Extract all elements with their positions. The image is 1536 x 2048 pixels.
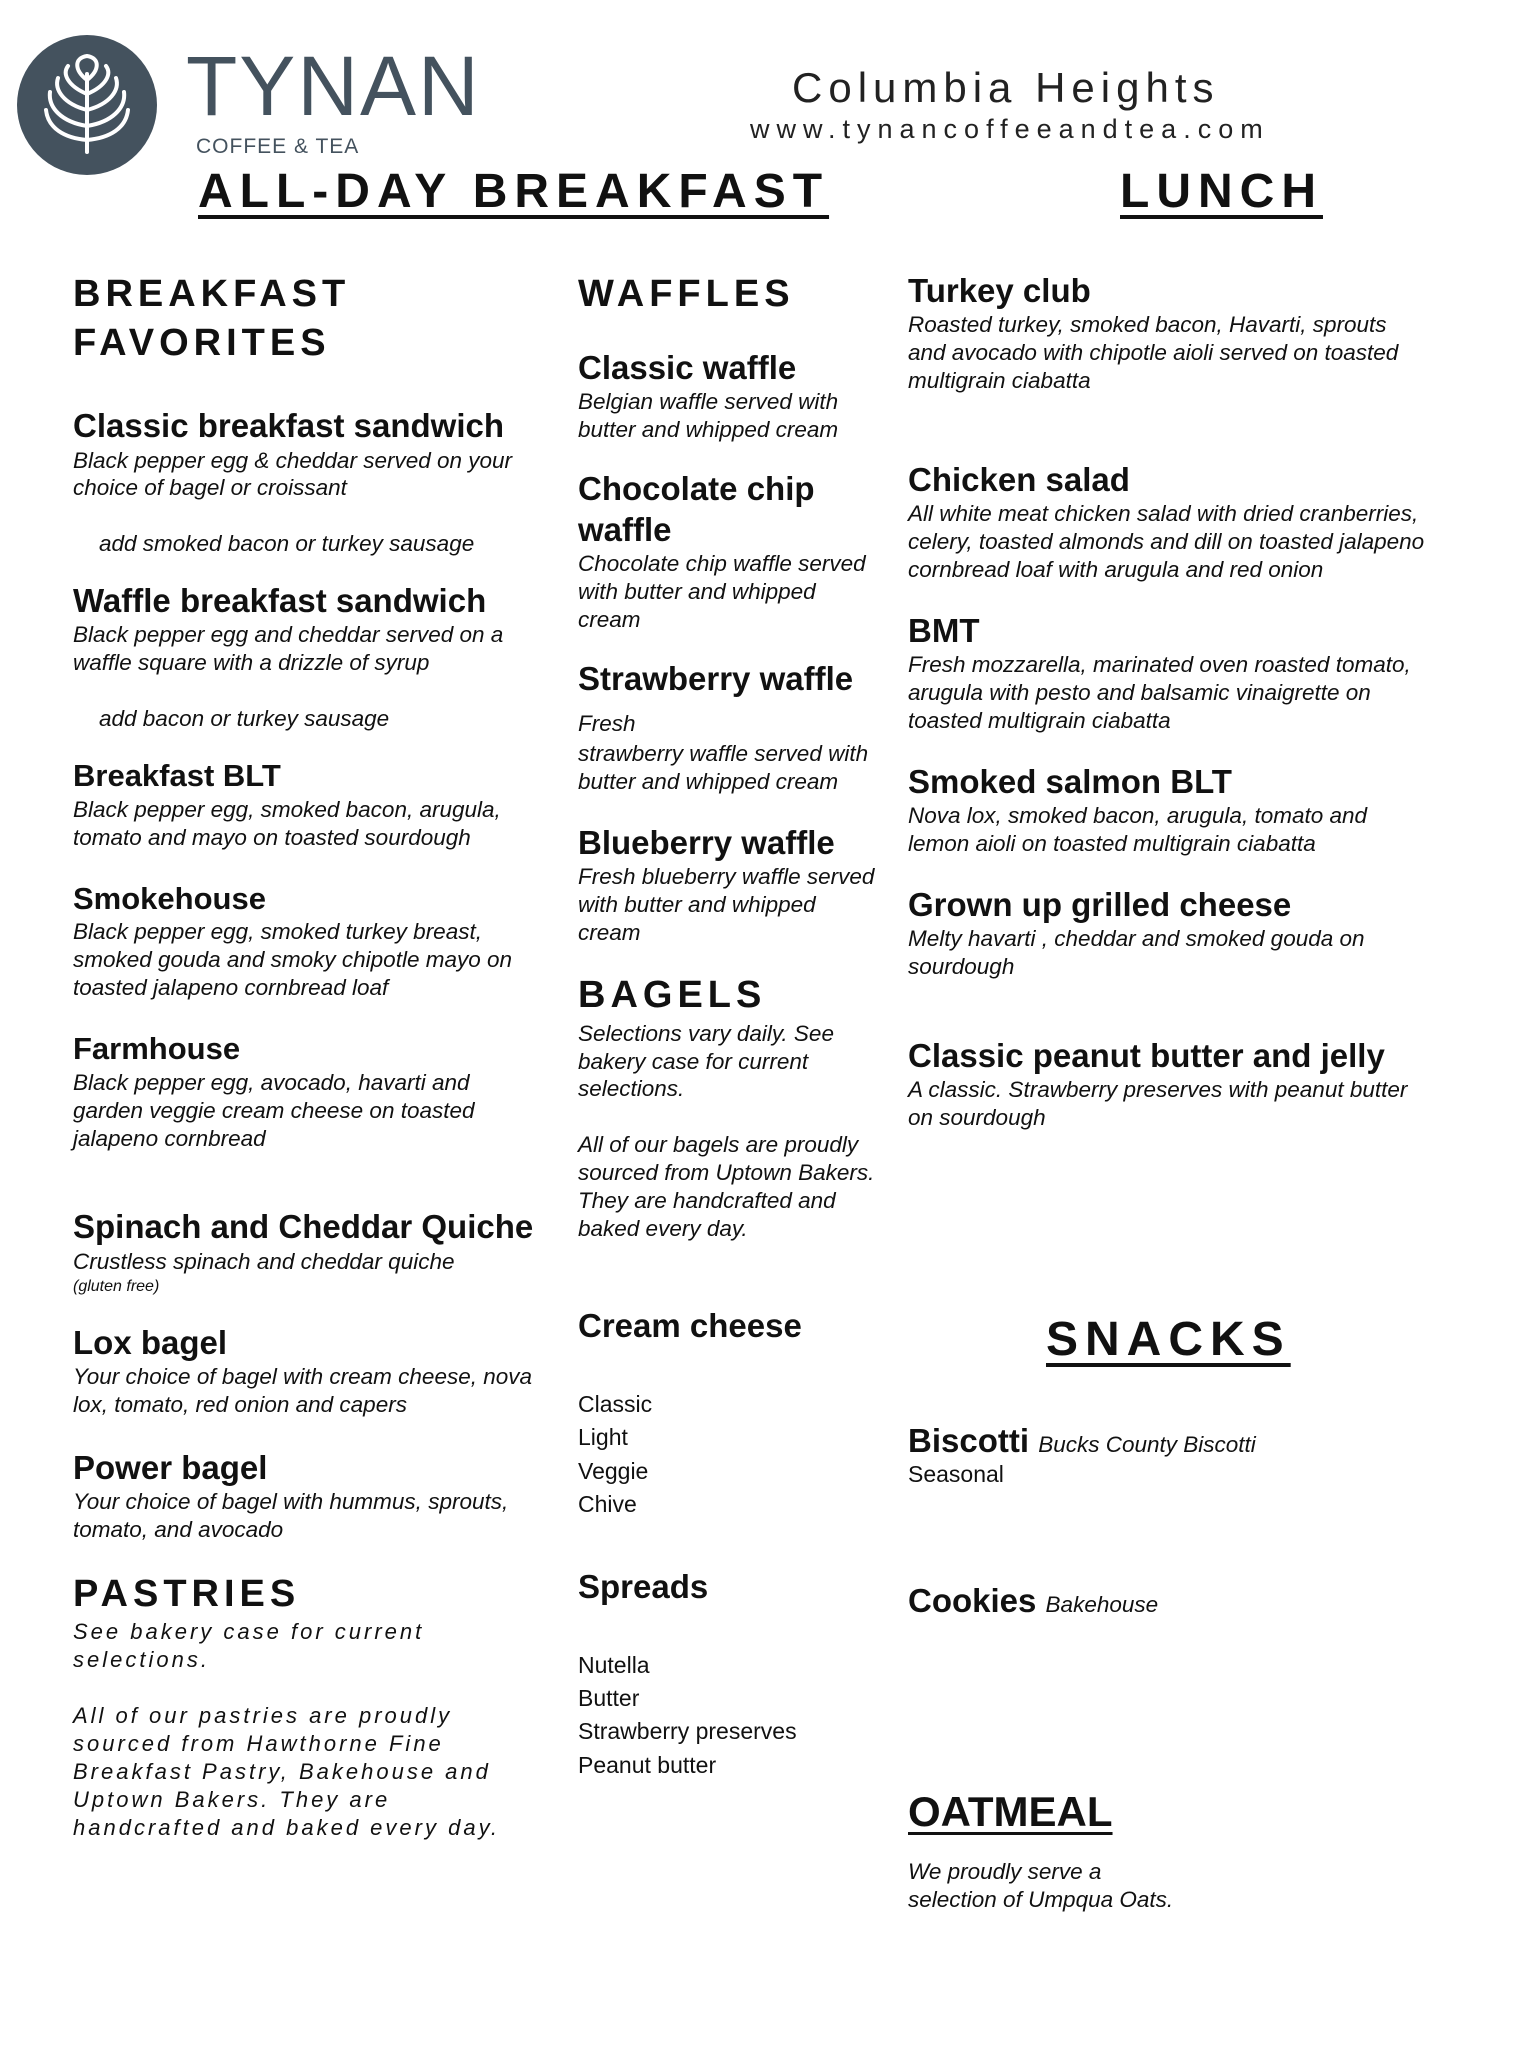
brand-subtitle: COFFEE & TEA bbox=[196, 135, 360, 158]
pastries-note: See bakery case for current selections. bbox=[73, 1619, 425, 1673]
menu-item bbox=[908, 1035, 1428, 1132]
menu-item bbox=[73, 1322, 543, 1419]
item-desc: Black pepper egg, avocado, havarti and garden veggie cream cheese on toasted jalapeno cornbread bbox=[73, 1069, 475, 1151]
item-name: Smokehouse bbox=[73, 880, 266, 916]
item-name: Farmhouse bbox=[73, 1031, 241, 1067]
cream-cheese-title: Cream cheese bbox=[578, 1306, 802, 1344]
menu-item bbox=[73, 1447, 543, 1544]
menu-item bbox=[578, 658, 878, 796]
item-desc: Black pepper egg, smoked turkey breast, smoked gouda and smoky chipotle mayo on toasted jalapeno cornbread loaf bbox=[73, 919, 513, 1001]
menu-item bbox=[578, 468, 878, 634]
lunch-heading: LUNCH bbox=[1120, 165, 1323, 218]
item-name: Classic peanut butter and jelly bbox=[908, 1036, 1385, 1074]
item-desc: Roasted turkey, smoked bacon, Havarti, sprouts and avocado with chipotle aioli served on toasted multigrain ciabatta bbox=[908, 312, 1399, 394]
item-desc: Crustless spinach and cheddar quiche bbox=[73, 1248, 455, 1274]
item-desc: Your choice of bagel with cream cheese, nova lox, tomato, red onion and capers bbox=[73, 1363, 533, 1417]
menu-item bbox=[73, 580, 543, 733]
list-item: Veggie bbox=[578, 1457, 649, 1484]
snack-item bbox=[908, 1580, 1428, 1621]
menu-item bbox=[578, 822, 878, 947]
location-title: Columbia Heights bbox=[792, 64, 1220, 111]
waffles-column bbox=[578, 270, 878, 1782]
snacks-list bbox=[908, 1420, 1428, 1621]
breakfast-favorites-column bbox=[73, 270, 543, 1842]
waffles-title: WAFFLES bbox=[578, 273, 795, 315]
list-item: Light bbox=[578, 1424, 628, 1451]
item-desc-inline: Fresh bbox=[578, 711, 636, 737]
list-item: Classic bbox=[578, 1391, 653, 1418]
item-name: Turkey club bbox=[908, 272, 1091, 309]
menu-item bbox=[73, 1030, 543, 1152]
item-name: Blueberry waffle bbox=[578, 824, 835, 862]
oatmeal-desc: We proudly serve a selection of Umpqua Oats. bbox=[908, 1859, 1174, 1912]
item-desc: strawberry waffle served with butter and whipped cream bbox=[578, 741, 869, 795]
snack-name: Cookies bbox=[908, 1581, 1037, 1619]
menu-item bbox=[908, 761, 1428, 858]
menu-item bbox=[908, 459, 1428, 584]
menu-item bbox=[73, 1206, 543, 1295]
item-desc: A classic. Strawberry preserves with peanut butter on sourdough bbox=[908, 1077, 1408, 1130]
menu-item bbox=[73, 757, 543, 852]
menu-item bbox=[908, 270, 1428, 395]
list-item: Nutella bbox=[578, 1651, 650, 1678]
bagels-section bbox=[578, 971, 878, 1243]
spreads-section bbox=[578, 1566, 878, 1783]
item-desc: Black pepper egg, smoked bacon, arugula, tomato and mayo on toasted sourdough bbox=[73, 796, 501, 850]
pastries-section bbox=[73, 1570, 543, 1842]
item-desc: Fresh mozzarella, marinated oven roasted tomato, arugula with pesto and balsamic vinaigrette on toasted multigrain ciabatta bbox=[908, 652, 1411, 733]
item-name: Waffle breakfast sandwich bbox=[73, 582, 487, 620]
item-name: BMT bbox=[908, 611, 980, 649]
item-addon: add bacon or turkey sausage bbox=[99, 706, 390, 732]
lunch-column bbox=[908, 270, 1428, 1132]
snacks-heading: SNACKS bbox=[1046, 1313, 1291, 1366]
menu-item bbox=[578, 347, 878, 444]
snack-item bbox=[908, 1420, 1428, 1488]
item-name: Grown up grilled cheese bbox=[908, 885, 1292, 923]
item-name: Chicken salad bbox=[908, 460, 1130, 498]
item-desc: Black pepper egg and cheddar served on a waffle square with a drizzle of syrup bbox=[73, 622, 504, 676]
item-desc: Chocolate chip waffle served with butter and whipped cream bbox=[578, 551, 866, 632]
list-item: Chive bbox=[578, 1491, 637, 1518]
snack-source: Bucks County Biscotti bbox=[1038, 1432, 1256, 1457]
bagels-sourcing: All of our bagels are proudly sourced from Uptown Bakers. They are handcrafted and baked every day. bbox=[578, 1132, 875, 1241]
spreads-list bbox=[578, 1649, 878, 1782]
item-name: Spinach and Cheddar Quiche bbox=[73, 1208, 534, 1246]
spreads-title: Spreads bbox=[578, 1567, 709, 1605]
cream-cheese-list bbox=[578, 1388, 878, 1521]
item-name: Lox bagel bbox=[73, 1323, 228, 1361]
website-link[interactable]: www.tynancoffeeandtea.com bbox=[750, 114, 1270, 144]
pastries-title: PASTRIES bbox=[73, 1572, 301, 1615]
menu-item bbox=[73, 405, 543, 558]
item-desc: Black pepper egg & cheddar served on your choice of bagel or croissant bbox=[73, 447, 513, 501]
item-desc: Belgian waffle served with butter and whipped cream bbox=[578, 388, 839, 442]
item-name: Strawberry waffle Fresh bbox=[578, 659, 854, 737]
gluten-free-note: (gluten free) bbox=[73, 1277, 160, 1295]
item-desc: Fresh blueberry waffle served with butter and whipped cream bbox=[578, 864, 875, 946]
pastries-sourcing: All of our pastries are proudly sourced from Hawthorne Fine Breakfast Pastry, Bakehouse and Uptown Bakers. They are handcrafted and baked every day. bbox=[73, 1703, 501, 1840]
item-desc: All white meat chicken salad with dried cranberries, celery, toasted almonds and dill on toasted jalapeno cornbread loaf with arugula and red onion bbox=[908, 501, 1425, 582]
cream-cheese-section bbox=[578, 1305, 878, 1522]
item-name: Breakfast BLT bbox=[73, 758, 281, 794]
item-desc: Your choice of bagel with hummus, sprouts, tomato, and avocado bbox=[73, 1488, 509, 1542]
oatmeal-heading: OATMEAL bbox=[908, 1788, 1113, 1835]
snack-source: Bakehouse bbox=[1045, 1591, 1159, 1617]
item-name: Smoked salmon BLT bbox=[908, 762, 1232, 800]
item-name: Classic waffle bbox=[578, 348, 797, 386]
item-desc: Nova lox, smoked bacon, arugula, tomato and lemon aioli on toasted multigrain ciabatta bbox=[908, 803, 1368, 856]
item-desc: Melty havarti , cheddar and smoked gouda on sourdough bbox=[908, 926, 1365, 979]
breakfast-favorites-title: BREAKFAST FAVORITES bbox=[73, 273, 351, 364]
item-name: Chocolate chip waffle bbox=[578, 469, 815, 548]
tynan-logo-icon bbox=[16, 34, 158, 176]
snack-extra: Seasonal bbox=[908, 1461, 1004, 1488]
oatmeal-section bbox=[908, 1788, 1188, 1914]
list-item: Strawberry preserves bbox=[578, 1718, 797, 1745]
menu-item bbox=[908, 610, 1428, 735]
list-item: Peanut butter bbox=[578, 1751, 717, 1778]
brand-name: TYNAN bbox=[186, 39, 481, 133]
menu-item bbox=[908, 884, 1428, 981]
item-addon: add smoked bacon or turkey sausage bbox=[99, 531, 475, 557]
item-name: Power bagel bbox=[73, 1448, 268, 1486]
snack-name: Biscotti bbox=[908, 1422, 1030, 1459]
list-item: Butter bbox=[578, 1685, 640, 1712]
bagels-note: Selections vary daily. See bakery case for current selections. bbox=[578, 1020, 834, 1102]
breakfast-heading: ALL-DAY BREAKFAST bbox=[198, 165, 830, 218]
bagels-title: BAGELS bbox=[578, 974, 767, 1017]
menu-item bbox=[73, 880, 543, 1002]
item-name: Classic breakfast sandwich bbox=[73, 407, 505, 445]
